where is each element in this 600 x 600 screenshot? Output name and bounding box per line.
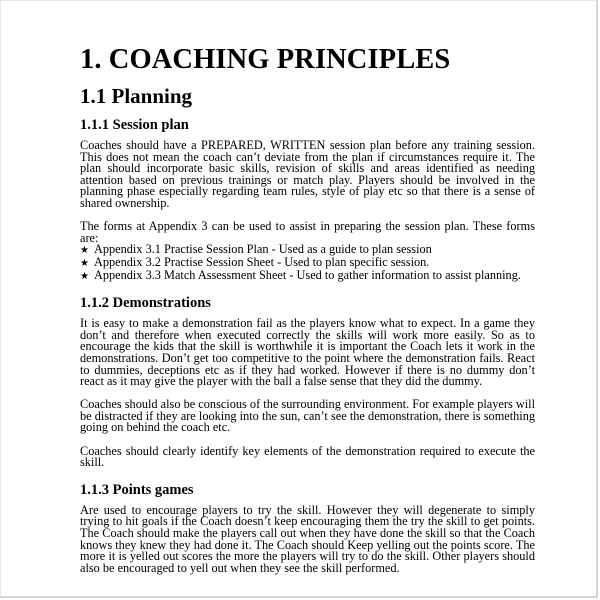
list-item-text: Appendix 3.3 Match Assessment Sheet - Used to gather information to assist planning. bbox=[94, 267, 521, 282]
paragraph: Coaches should also be conscious of the surrounding environment. For example players will be distracted if they are looking into the sun, can’t see the demonstration, there is something going on behind the coach etc. bbox=[80, 397, 535, 435]
star-bullet-icon: ★ bbox=[80, 245, 89, 257]
paragraph: Are used to encourage players to try the skill. However they will degenerate to simply trying to hit goals if the Coach doesn’t keep encouraging them the try the skill to get points. The Coach should make the players call out when they have done the skill so that the Coach knows they knew they had done it. The Coach should Keep yelling out the points score. The more it is yelled out scores the more the players will try to do the skill. Other players should also be encouraged to yell out when they see the skill performed. bbox=[80, 502, 535, 575]
paragraph: Coaches should have a PREPARED, WRITTEN session plan before any training session. This does not mean the coach can’t deviate from the plan if circumstances require it. The plan should incorporate basic skills, revision of skills and areas identified as needing attention based on previous trainings or match play. Players should be involved in the planning phase especially regarding team rules, style of play etc so that there is a sense of shared ownership. bbox=[80, 138, 535, 210]
paragraph: Coaches should clearly identify key elements of the demonstration required to execute the skill. bbox=[80, 443, 535, 470]
list-item-text: Appendix 3.2 Practise Session Sheet - Used to plan specific session. bbox=[94, 254, 430, 269]
list-item-text: Appendix 3.1 Practise Session Plan - Used as a guide to plan session bbox=[94, 242, 432, 257]
star-bullet-icon: ★ bbox=[80, 257, 89, 269]
document-content bbox=[80, 41, 535, 574]
subsection-title-session-plan: 1.1.1 Session plan bbox=[80, 117, 189, 133]
list-item bbox=[80, 267, 535, 283]
subsection-title-points-games: 1.1.3 Points games bbox=[80, 481, 194, 498]
paragraph: It is easy to make a demonstration fail as the players know what to expect. In a game they don’t and therefore when executed correctly the skills will work more easily. So as to encourage the kids that the skill is worthwhile it is important the Coach lets it work in the demonstrations. Don’t get too competitive to the point where the demonstration fails. React to dummies, deceptions etc as if they had worked. However if there is no dummy don’t react as it may give the player with the ball a false sense that they did the dummy. bbox=[80, 316, 535, 389]
paragraph: The forms at Appendix 3 can be used to assist in preparing the session plan. These forms are: bbox=[80, 219, 535, 245]
star-bullet-icon: ★ bbox=[80, 270, 89, 282]
subsection-title-demonstrations: 1.1.2 Demonstrations bbox=[80, 295, 211, 312]
chapter-title: 1. COACHING PRINCIPLES bbox=[80, 44, 451, 75]
section-title: 1.1 Planning bbox=[80, 84, 193, 108]
appendix-list bbox=[80, 244, 535, 282]
